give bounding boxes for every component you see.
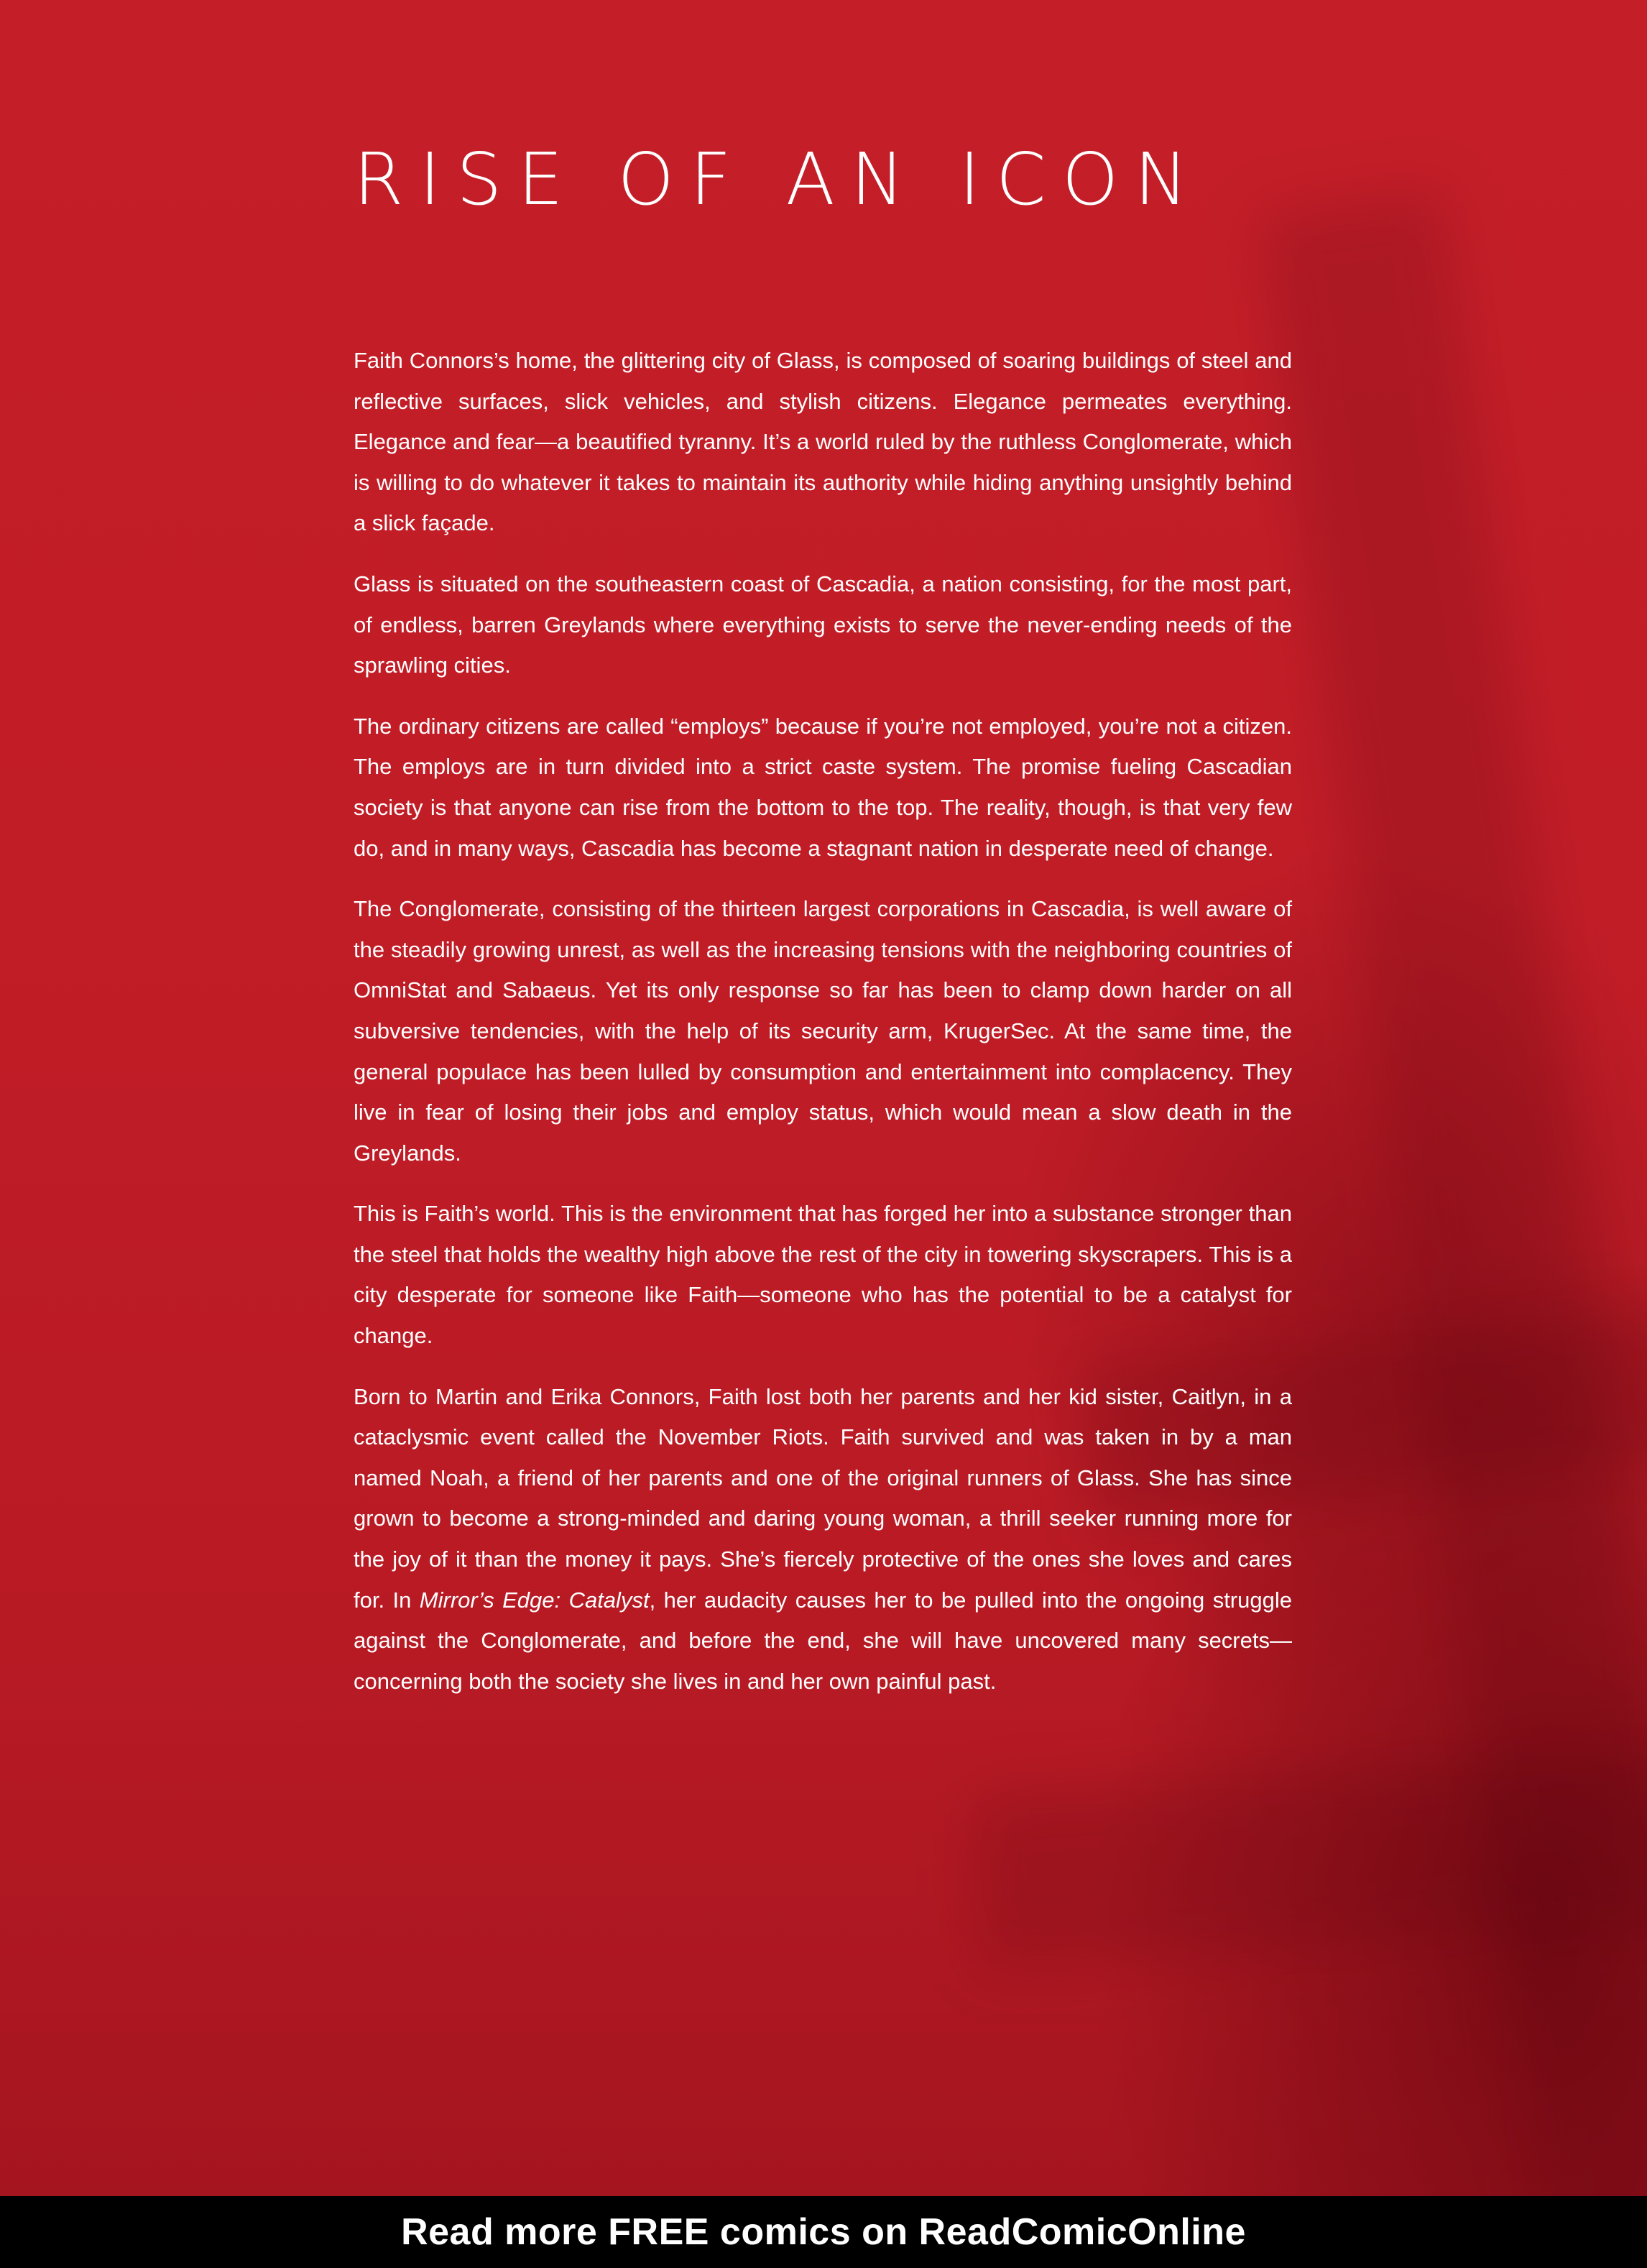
article-body: [354, 341, 1292, 1722]
book-title-italic: Mirror’s Edge: Catalyst: [419, 1587, 650, 1613]
paragraph: Faith Connors’s home, the glittering city of Glass, is composed of soaring buildings of steel and reflective surfaces, slick vehicles, and stylish citizens. Elegance permeates everything. Elegance and fear—a beautified tyranny. It’s a world ruled by the ruthless Conglomerate, which is willing to do whatever it takes to maintain its authority while hiding anything unsightly behind a slick façade.: [354, 348, 1292, 536]
page-title: RISE OF AN ICON: [354, 137, 1204, 221]
footer-banner: [0, 2196, 1647, 2268]
paragraph-text: , her audacity causes her to be pulled into the ongoing struggle against the Conglomerate, and before the end, she will have uncovered many secrets—concerning both the society she lives in and her own painful past.: [354, 1587, 1292, 1694]
paragraph: The Conglomerate, consisting of the thirteen largest corporations in Cascadia, is well aware of the steadily growing unrest, as well as the increasing tensions with the neighboring countries of OmniStat and Sabaeus. Yet its only response so far has been to clamp down harder on all subversive tendencies, with the help of its security arm, KrugerSec. At the same time, the general populace has been lulled by consumption and entertainment into complacency. They live in fear of losing their jobs and employ status, which would mean a slow death in the Greylands.: [354, 896, 1292, 1166]
paragraph-text: Born to Martin and Erika Connors, Faith lost both her parents and her kid sister, Caitlyn, in a cataclysmic event called the November Riots. Faith survived and was taken in by a man named Noah, a friend of her parents and one of the original runners of Glass. She has since grown to become a strong-minded and daring young woman, a thrill seeker running more for the joy of it than the money it pays. She’s fiercely protective of the ones she loves and cares for. In: [354, 1383, 1292, 1613]
paragraph: The ordinary citizens are called “employs” because if you’re not employed, you’re not a citizen. The employs are in turn divided into a strict caste system. The promise fueling Cascadian society is that anyone can rise from the bottom to the top. The reality, though, is that very few do, and in many ways, Cascadia has become a stagnant nation in desperate need of change.: [354, 713, 1292, 861]
paragraph: [354, 1377, 1292, 1702]
read-more-link[interactable]: Read more FREE comics on ReadComicOnline: [401, 2211, 1246, 2253]
paragraph: This is Faith’s world. This is the environment that has forged her into a substance stronger than the steel that holds the wealthy high above the rest of the city in towering skyscrapers. This is a city desperate for someone like Faith—someone who has the potential to be a catalyst for change.: [354, 1201, 1292, 1349]
paragraph: Glass is situated on the southeastern coast of Cascadia, a nation consisting, for the most part, of endless, barren Greylands where everything exists to serve the never-ending needs of the sprawling cities.: [354, 571, 1292, 678]
